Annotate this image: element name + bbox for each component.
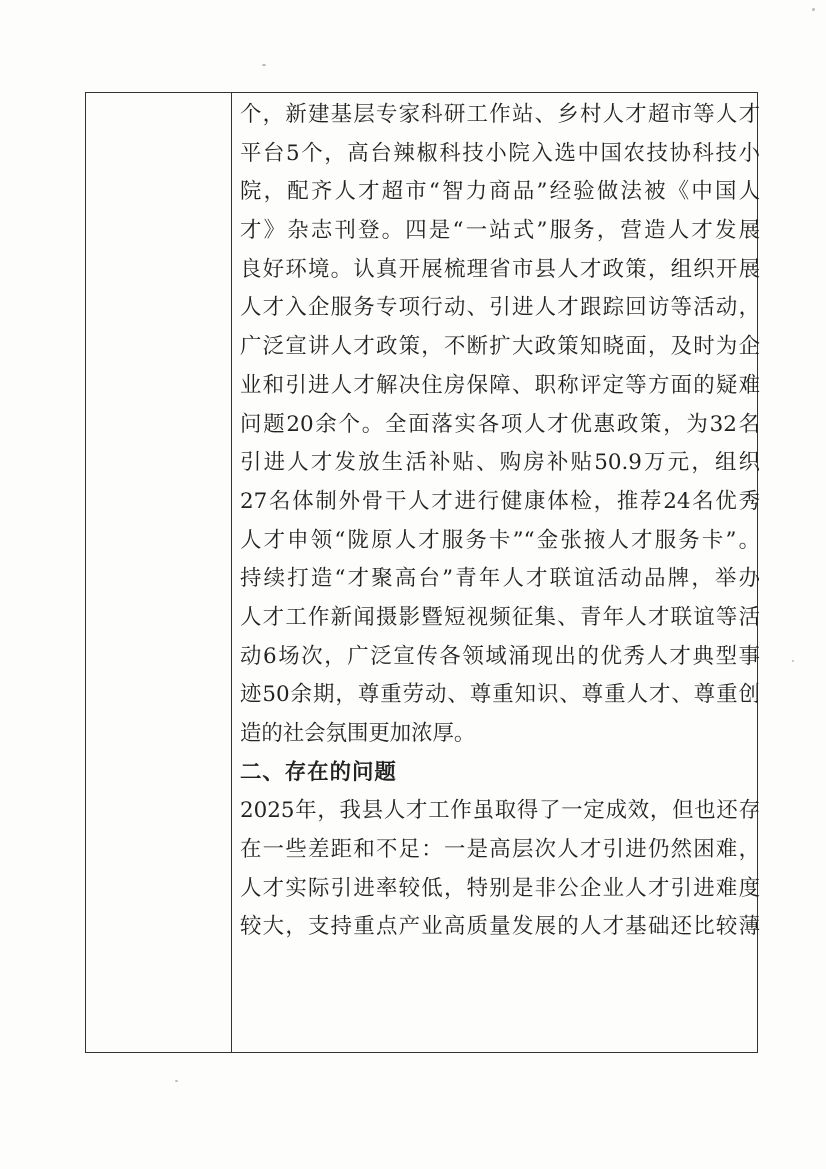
table-right-cell (240, 96, 760, 947)
scan-speck (792, 660, 794, 662)
text-line: 人才工作新闻摄影暨短视频征集、青年人才联谊等活 (240, 604, 760, 630)
text-line: 2025年，我县人才工作虽取得了一定成效，但也还存 (240, 798, 760, 824)
text-line: 27名体制外骨干人才进行健康体检，推荐24名优秀 (240, 488, 760, 514)
section-heading: 二、存在的问题 (240, 759, 397, 785)
text-line: 动6场次，广泛宣传各领域涌现出的优秀人才典型事 (240, 643, 760, 669)
text-line: 人才实际引进率较低，特别是非公企业人才引进难度 (240, 875, 760, 901)
text-line: 良好环境。认真开展梳理省市县人才政策，组织开展 (240, 256, 760, 282)
text-line: 院，配齐人才超市“智力商品”经验做法被《中国人 (240, 179, 760, 205)
text-line: 较大，支持重点产业高质量发展的人才基础还比较薄 (240, 914, 760, 940)
column-divider (231, 93, 232, 1052)
table-left-cell (86, 93, 231, 1052)
document-table (85, 92, 758, 1053)
text-line: 问题20余个。全面落实各项人才优惠政策，为32名 (240, 411, 760, 437)
scan-speck (262, 64, 266, 66)
text-line: 平台5个，高台辣椒科技小院入选中国农技协科技小 (240, 140, 760, 166)
text-line: 才》杂志刊登。四是“一站式”服务，营造人才发展 (240, 218, 760, 244)
text-line: 持续打造“才聚高台”青年人才联谊活动品牌，举办 (240, 566, 760, 592)
text-line: 人才入企服务专项行动、引进人才跟踪回访等活动， (240, 295, 760, 321)
scan-speck (175, 1080, 178, 1082)
text-line: 在一些差距和不足：一是高层次人才引进仍然困难， (240, 837, 760, 863)
text-line: 人才申领“陇原人才服务卡”“金张掖人才服务卡”。 (240, 527, 760, 553)
text-line: 业和引进人才解决住房保障、职称评定等方面的疑难 (240, 372, 760, 398)
text-line: 个，新建基层专家科研工作站、乡村人才超市等人才 (240, 102, 760, 127)
scan-speck (812, 8, 815, 11)
text-line: 迹50余期，尊重劳动、尊重知识、尊重人才、尊重创 (240, 682, 760, 708)
text-line: 引进人才发放生活补贴、购房补贴50.9万元，组织 (240, 450, 760, 476)
text-line: 广泛宣讲人才政策，不断扩大政策知晓面，及时为企 (240, 334, 760, 360)
text-line: 造的社会氛围更加浓厚。 (240, 721, 476, 746)
